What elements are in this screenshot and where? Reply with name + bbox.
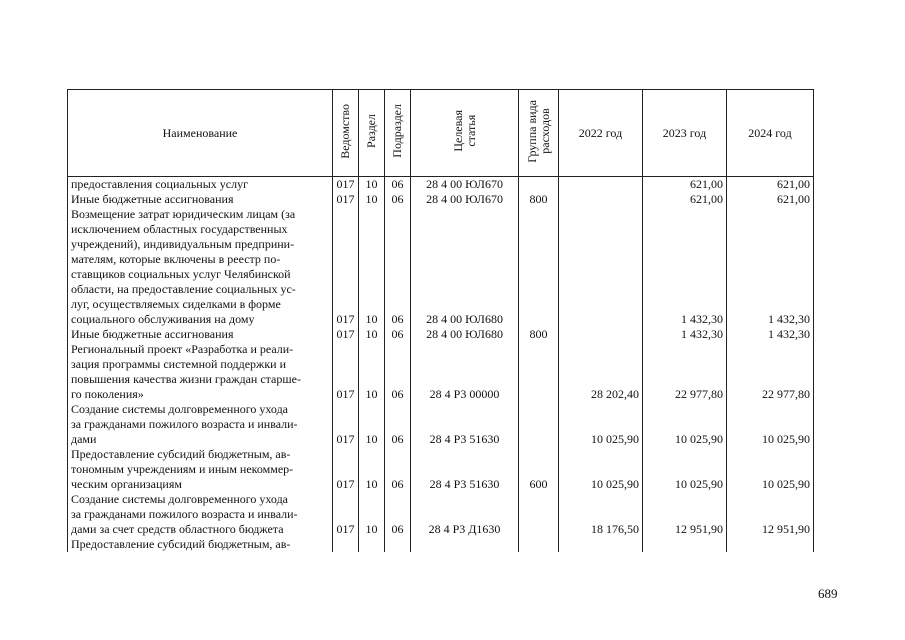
row-department: 017 (333, 447, 359, 492)
table-row (68, 537, 814, 552)
header-section-text: Раздел (364, 114, 378, 148)
row-expense-type (519, 492, 559, 537)
row-name: Предоставление субсидий бюджетным, ав- тономным учреждениям и иным некоммер- ческим организациям (68, 447, 333, 492)
row-name: Региональный проект «Разработка и реали- зация программы системной поддержки и повышения качества жизни граждан старше- го поколения» (68, 342, 333, 402)
row-expense-type (519, 537, 559, 552)
row-department: 017 (333, 177, 359, 193)
row-expense-type (519, 207, 559, 327)
row-value-2022 (559, 177, 643, 193)
row-expense-type: 800 (519, 192, 559, 207)
row-name: Создание системы долговременного ухода за гражданами пожилого возраста и инвали- дами за счет средств областного бюджета (68, 492, 333, 537)
row-value-2023: 621,00 (643, 192, 727, 207)
table-row (68, 342, 814, 402)
row-value-2023 (643, 537, 727, 552)
row-target-article: 28 4 P3 Д1630 (411, 492, 519, 537)
row-expense-type (519, 342, 559, 402)
header-subsection (385, 90, 411, 177)
row-target-article: 28 4 00 ЮЛ670 (411, 192, 519, 207)
row-value-2022: 18 176,50 (559, 492, 643, 537)
header-section (359, 90, 385, 177)
row-department: 017 (333, 492, 359, 537)
row-value-2024 (727, 537, 814, 552)
row-name: Иные бюджетные ассигнования (68, 192, 333, 207)
row-department (333, 537, 359, 552)
row-subsection: 06 (385, 492, 411, 537)
page-number: 689 (818, 586, 838, 601)
row-target-article: 28 4 P3 51630 (411, 402, 519, 447)
header-target-article-line: статья (463, 115, 478, 147)
row-value-2022 (559, 192, 643, 207)
table-row (68, 207, 814, 327)
header-department-text: Ведомство (338, 103, 352, 159)
row-subsection: 06 (385, 177, 411, 193)
row-value-2024: 1 432,30 (727, 327, 814, 342)
row-expense-type (519, 177, 559, 193)
row-target-article (411, 537, 519, 552)
row-expense-type: 800 (519, 327, 559, 342)
row-value-2022: 28 202,40 (559, 342, 643, 402)
table-row (68, 192, 814, 207)
row-value-2024: 12 951,90 (727, 492, 814, 537)
row-section: 10 (359, 447, 385, 492)
row-target-article: 28 4 P3 51630 (411, 447, 519, 492)
row-section: 10 (359, 207, 385, 327)
row-target-article: 28 4 00 ЮЛ680 (411, 327, 519, 342)
row-name: Возмещение затрат юридическим лицам (за исключением областных государственных учреждений), индивидуальным предприни- мателям, которые включены в реестр по- ставщиков социальных услуг Челябинской области, на предоставление социальных ус- луг, осуществляемых сиделками в форме социального обслуживания на дому (68, 207, 333, 327)
row-target-article: 28 4 00 ЮЛ670 (411, 177, 519, 193)
row-value-2022 (559, 537, 643, 552)
row-section (359, 537, 385, 552)
header-target-article (411, 90, 519, 177)
row-name: Предоставление субсидий бюджетным, ав- (68, 537, 333, 552)
row-target-article: 28 4 00 ЮЛ680 (411, 207, 519, 327)
row-value-2023: 1 432,30 (643, 327, 727, 342)
row-department: 017 (333, 402, 359, 447)
header-2023: 2023 год (643, 90, 727, 177)
row-value-2024: 10 025,90 (727, 402, 814, 447)
row-department: 017 (333, 327, 359, 342)
row-section: 10 (359, 177, 385, 193)
row-department: 017 (333, 342, 359, 402)
budget-table (67, 89, 814, 552)
row-expense-type: 600 (519, 447, 559, 492)
header-expense-type-line: расходов (537, 108, 552, 154)
row-name: предоставления социальных услуг (68, 177, 333, 193)
row-section: 10 (359, 402, 385, 447)
row-section: 10 (359, 192, 385, 207)
header-target-article-line: Целевая (450, 110, 465, 152)
row-subsection: 06 (385, 447, 411, 492)
row-value-2022 (559, 207, 643, 327)
row-value-2022: 10 025,90 (559, 447, 643, 492)
row-value-2024: 22 977,80 (727, 342, 814, 402)
row-section: 10 (359, 342, 385, 402)
table-row (68, 177, 814, 193)
row-value-2022: 10 025,90 (559, 402, 643, 447)
row-subsection: 06 (385, 402, 411, 447)
header-2022: 2022 год (559, 90, 643, 177)
header-name: Наименование (68, 90, 333, 177)
header-expense-type-line: Группа вида (524, 99, 539, 163)
table-row (68, 327, 814, 342)
row-value-2023: 10 025,90 (643, 402, 727, 447)
row-value-2024: 621,00 (727, 177, 814, 193)
row-value-2023: 12 951,90 (643, 492, 727, 537)
row-section: 10 (359, 327, 385, 342)
header-subsection-text: Подраздел (390, 104, 404, 158)
row-value-2024: 1 432,30 (727, 207, 814, 327)
row-subsection (385, 537, 411, 552)
table-row (68, 402, 814, 447)
row-value-2023: 621,00 (643, 177, 727, 193)
row-value-2024: 10 025,90 (727, 447, 814, 492)
row-section: 10 (359, 492, 385, 537)
table-row (68, 492, 814, 537)
header-department (333, 90, 359, 177)
row-department: 017 (333, 192, 359, 207)
row-value-2024: 621,00 (727, 192, 814, 207)
row-subsection: 06 (385, 327, 411, 342)
row-subsection: 06 (385, 192, 411, 207)
row-value-2023: 1 432,30 (643, 207, 727, 327)
row-subsection: 06 (385, 207, 411, 327)
row-name: Создание системы долговременного ухода за гражданами пожилого возраста и инвали- дами (68, 402, 333, 447)
table-row (68, 447, 814, 492)
row-subsection: 06 (385, 342, 411, 402)
header-2024: 2024 год (727, 90, 814, 177)
table-header-row (68, 90, 814, 177)
header-expense-type (519, 90, 559, 177)
row-target-article: 28 4 P3 00000 (411, 342, 519, 402)
row-value-2023: 22 977,80 (643, 342, 727, 402)
row-department: 017 (333, 207, 359, 327)
row-value-2023: 10 025,90 (643, 447, 727, 492)
row-value-2022 (559, 327, 643, 342)
row-name: Иные бюджетные ассигнования (68, 327, 333, 342)
row-expense-type (519, 402, 559, 447)
